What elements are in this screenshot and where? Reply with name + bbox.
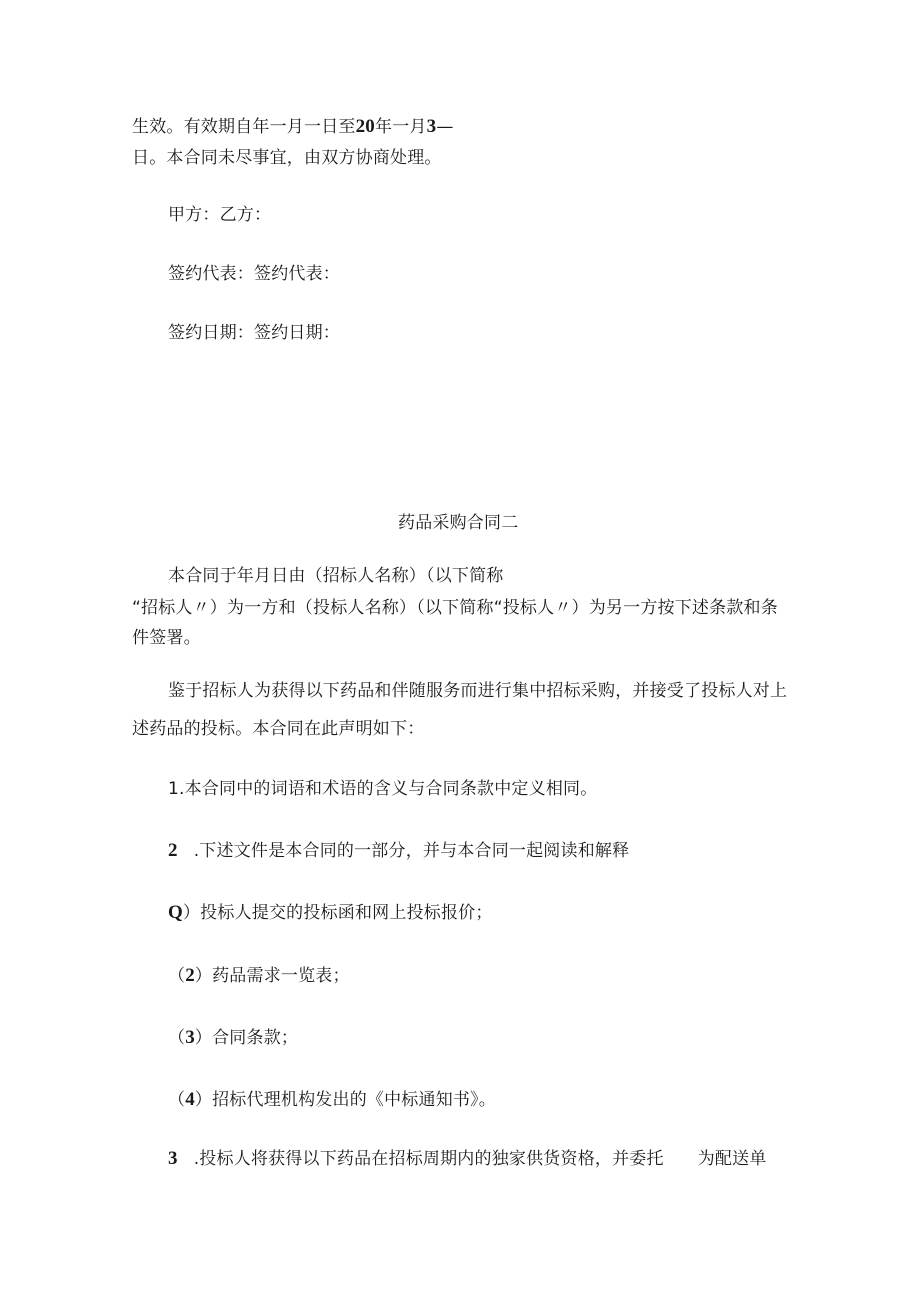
validity-year: 20 (355, 116, 376, 137)
clause-2-number: 2 (168, 840, 178, 861)
document-item-2 (168, 965, 350, 987)
party-signature-line: 甲方：乙方： (168, 205, 272, 225)
clause-3-text-a: .投标人将获得以下药品在招标周期内的独家供货资格，并委托 (193, 1149, 664, 1169)
intro-line-3: 件签署。 (132, 628, 201, 648)
item-3-open: （ (168, 1028, 186, 1048)
validity-dash: — (436, 117, 454, 137)
validity-text-a: 生效。有效期自年一月一日至 (132, 117, 356, 137)
clause-1: 1.本合同中的词语和术语的含义与合同条款中定义相同。 (168, 779, 598, 799)
whereas-line-1: 鉴于招标人为获得以下药品和伴随服务而进行集中招标采购，并接受了投标人对上 (168, 681, 788, 701)
clause-3-number: 3 (168, 1148, 178, 1169)
validity-line (132, 116, 454, 138)
document-item-3 (168, 1027, 298, 1049)
item-1-number: Q (168, 902, 183, 923)
clause-2-text: .下述文件是本合同的一部分，并与本合同一起阅读和解释 (193, 841, 630, 861)
representative-signature-line: 签约代表：签约代表： (168, 264, 340, 284)
negotiation-line: 日。本合同未尽事宜，由双方协商处理。 (132, 148, 442, 168)
item-3-number: 3 (185, 1027, 195, 1048)
intro-line-1: 本合同于年月日由（招标人名称）（以下简称 (168, 566, 504, 586)
clause-3-text-b: 为配送单 (697, 1149, 767, 1169)
clause-2 (168, 840, 629, 862)
document-item-4 (168, 1089, 496, 1111)
item-4-open: （ (168, 1090, 186, 1110)
item-2-text: ）药品需求一览表； (194, 966, 350, 986)
whereas-line-2: 述药品的投标。本合同在此声明如下： (132, 719, 425, 739)
intro-line-2: “招标人〃）为一方和（投标人名称）（以下简称“投标人〃）为另一方按下述条款和条 (132, 598, 778, 618)
clause-3 (168, 1148, 767, 1170)
validity-text-b: 年一月 (375, 117, 427, 137)
item-1-text: ）投标人提交的投标函和网上投标报价； (182, 903, 493, 923)
item-4-text: ）招标代理机构发出的《中标通知书》。 (194, 1090, 497, 1110)
contract-title: 药品采购合同二 (398, 513, 519, 533)
item-4-number: 4 (185, 1089, 195, 1110)
document-item-1 (168, 902, 493, 924)
item-2-number: 2 (185, 965, 195, 986)
item-3-text: ）合同条款； (194, 1028, 299, 1048)
validity-day: 3 (426, 116, 437, 137)
signing-date-line: 签约日期：签约日期： (168, 323, 340, 343)
item-2-open: （ (168, 966, 186, 986)
